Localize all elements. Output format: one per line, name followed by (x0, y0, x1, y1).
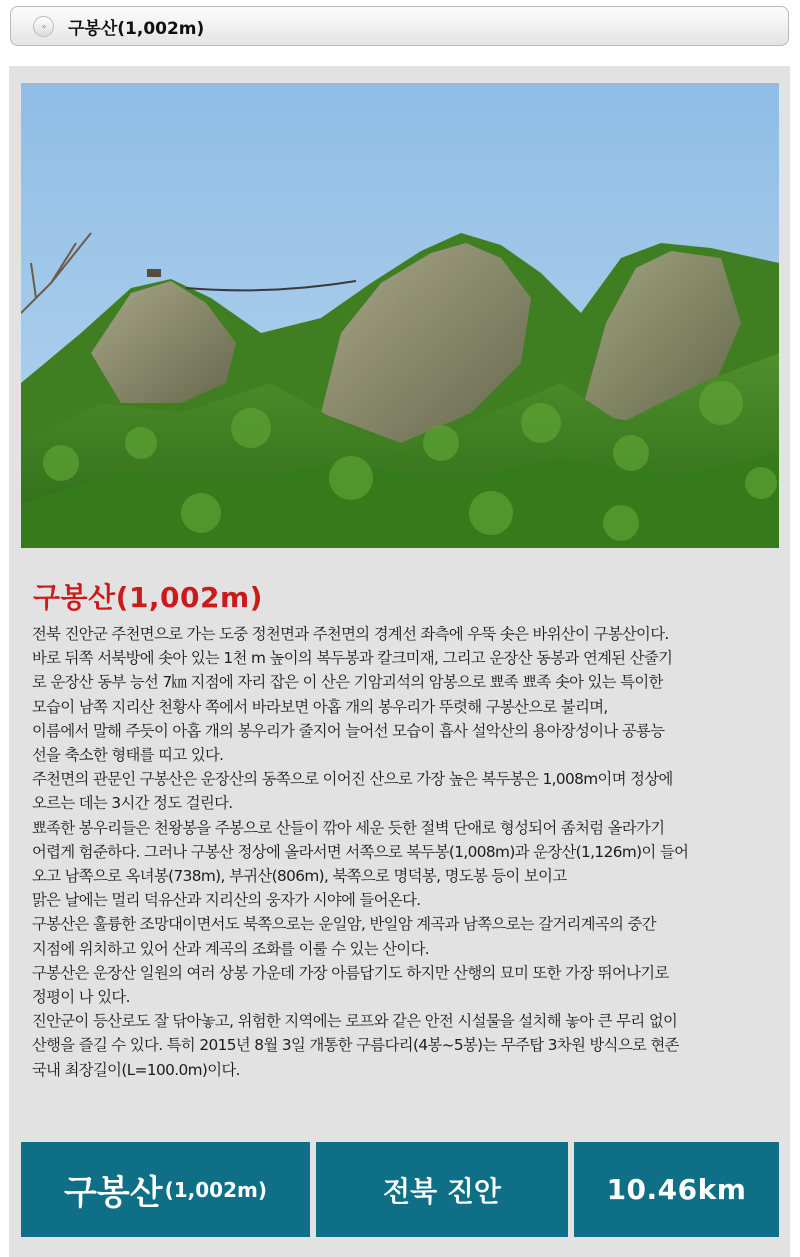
stat-distance-label: 10.46km (606, 1173, 747, 1206)
content-panel (9, 66, 790, 1257)
description-line: 구봉산은 운장산 일원의 여러 상봉 가운데 가장 아름답기도 하지만 산행의 묘미 또한 가장 뛰어나기로 (32, 963, 669, 982)
stats-row (21, 1142, 779, 1237)
double-chevron-right-icon: » (33, 16, 54, 37)
stat-name-height: (1,002m) (164, 1177, 267, 1202)
description-line: 오르는 데는 3시간 정도 걸린다. (32, 794, 233, 813)
description-line: 로 운장산 동부 능선 7㎞ 지점에 자리 잡은 이 산은 기암괴석의 암봉으로 뾰족 뾰족 솟아 있는 특이한 (32, 673, 663, 692)
description-line: 국내 최장길이(L=100.0m)이다. (32, 1060, 240, 1079)
description-line: 맑은 날에는 멀리 덕유산과 지리산의 웅자가 시야에 들어온다. (32, 891, 421, 910)
mountain-photo (21, 83, 779, 548)
mountain-heading: 구봉산(1,002m) (33, 581, 263, 614)
description-line: 이름에서 말해 주듯이 아홉 개의 봉우리가 줄지어 늘어선 모습이 흡사 설악산의 용아장성이나 공룡능 (32, 721, 665, 740)
stat-region (316, 1142, 568, 1237)
title-bar (10, 6, 789, 46)
mountain-photo-illustration (21, 83, 779, 548)
description-line: 진안군이 등산로도 잘 닦아놓고, 위험한 지역에는 로프와 같은 안전 시설물을 설치해 놓아 큰 무리 없이 (32, 1012, 678, 1031)
description-line: 정평이 나 있다. (32, 988, 130, 1007)
description-line: 전북 진안군 주천면으로 가는 도중 정천면과 주천면의 경계선 좌측에 우뚝 솟은 바위산이 구봉산이다. (32, 625, 669, 643)
description-line: 산행을 즐길 수 있다. 특히 2015년 8월 3일 개통한 구름다리(4봉~5봉)는 무주탑 3차원 방식으로 현존 (32, 1036, 679, 1055)
stat-distance (574, 1142, 779, 1237)
description-line: 뾰족한 봉우리들은 천왕봉을 주봉으로 산들이 깎아 세운 듯한 절벽 단애로 형성되어 좀처럼 올라가기 (32, 818, 665, 837)
description-line: 어렵게 험준하다. 그러나 구봉산 정상에 올라서면 서쪽으로 복두봉(1,008m)과 운장산(1,126m)이 들어 (32, 842, 689, 861)
description-line: 선을 축소한 형태를 띠고 있다. (32, 746, 224, 765)
description-line: 모습이 남쪽 지리산 천황사 쪽에서 바라보면 아홉 개의 봉우리가 뚜렷해 구봉산으로 불리며, (32, 697, 608, 716)
description-line: 오고 남쪽으로 옥녀봉(738m), 부귀산(806m), 북쪽으로 명덕봉, 명도봉 등이 보이고 (32, 867, 567, 886)
stat-region-label: 전북 진안 (383, 1174, 501, 1208)
stat-mountain-name (21, 1142, 310, 1237)
description-line: 주천면의 관문인 구봉산은 운장산의 동쪽으로 이어진 산으로 가장 높은 복두봉은 1,008m이며 정상에 (32, 770, 673, 789)
description-line: 바로 뒤쪽 서북방에 솟아 있는 1천 m 높이의 복두봉과 칼크미재, 그리고 운장산 동봉과 연계된 산줄기 (32, 649, 673, 668)
mountain-description (32, 622, 777, 1082)
page-title: 구봉산(1,002m) (68, 18, 205, 39)
description-line: 구봉산은 훌륭한 조망대이면서도 북쪽으로는 운일암, 반일암 계곡과 남쪽으로는 갈거리계곡의 중간 (32, 915, 656, 934)
stat-name-main: 구봉산 (64, 1173, 163, 1213)
description-line: 지점에 위치하고 있어 산과 계곡의 조화를 이룰 수 있는 산이다. (32, 939, 430, 958)
